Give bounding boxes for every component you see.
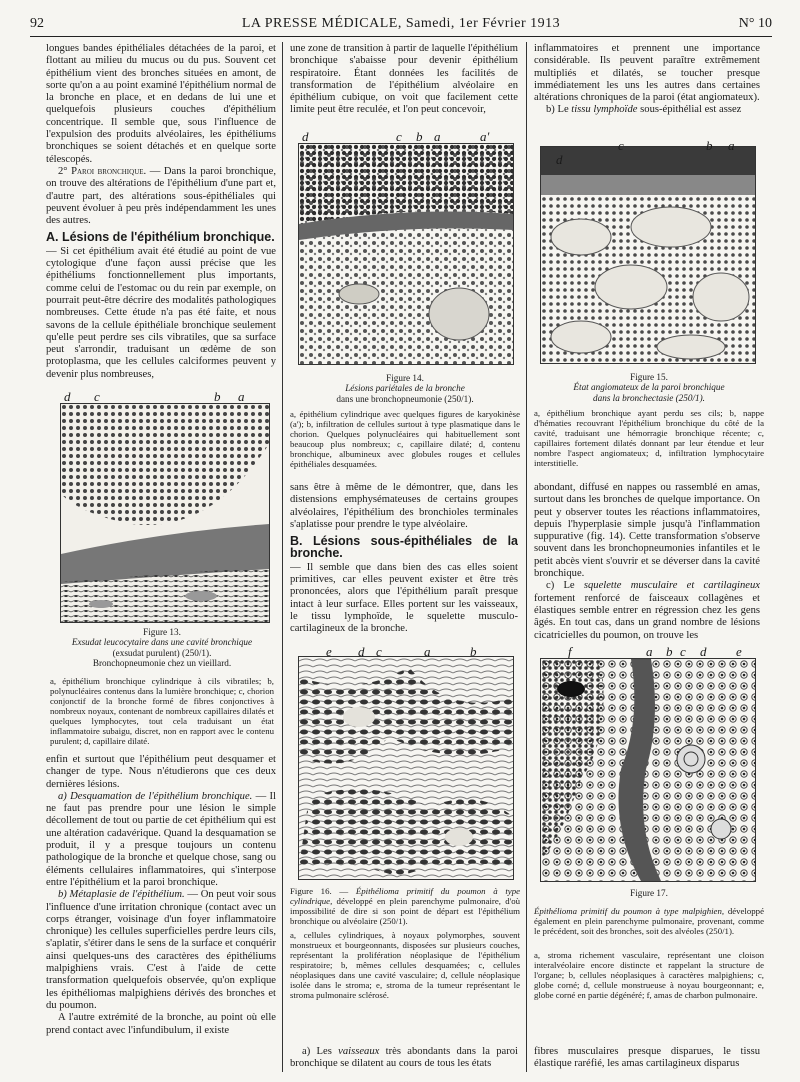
figure-13-image bbox=[60, 403, 270, 623]
col2-para1: une zone de transition à partir de laquelle l'épithélium bronchique s'abaisse pour devenir épithélium respiratoire. Étant données les facilités de transformation de l'épithélium alvéolaire en épithélium cubique, on voit que facilement cette limite peut être reculée, et l'on peut concevoir, bbox=[290, 43, 518, 116]
figure-17-caption bbox=[534, 888, 764, 898]
figure-13-legend: a, épithélium bronchique cylindrique à cils vibratiles; b, polynucléaires contenus dans la lumière bronchique; c, chorion conjonctif de la bronche formé de fibres conjonctives à nombreux noyaux, contenant de nombreux capillaires dilatés et quelques lymphocytes, tout cela traduisant un état inflammatoire subaigu, discret, non en rapport avec le contenu purulent; d, capillaire dilaté. bbox=[50, 676, 274, 746]
col3-para2 bbox=[534, 104, 760, 116]
col1-para5 bbox=[46, 791, 276, 889]
col3-text-middle bbox=[534, 482, 760, 642]
fig16-caption-lead: Figure 16. — bbox=[290, 886, 356, 896]
fig17-label-b: b bbox=[666, 644, 673, 659]
figure-14-caption bbox=[290, 373, 520, 404]
figure-17-illustration bbox=[541, 659, 755, 881]
col3-para5: fibres musculaires presque disparues, le tissu élastique raréfié, les amas cartilagineux disparus bbox=[534, 1046, 760, 1070]
fig15-label-b: b bbox=[706, 138, 713, 153]
col2-text-bottom bbox=[290, 1046, 518, 1072]
fig14-label-a-prime: a' bbox=[480, 129, 490, 144]
fig13-subtitle2: Bronchopneumonie chez un vieillard. bbox=[92, 658, 232, 669]
col1-para1: longues bandes épithéliales détachées de la paroi, et flottant au milieu du mucus ou du pus. Souvent cet épithélium vient des bronches situées en amont, de sorte qu'on a au point examiné l'épithélium normal de la bronche en place, et en dedans de lui une et quelquefois plusieurs couches d'épithélium concentrique. Il semble que, sous l'influence de l'expulsion des produits alvéolaires, les épithéliums bronchiques se soient détachés et en quelque sorte télescopés. bbox=[46, 43, 276, 165]
fig13-label-d: d bbox=[64, 389, 71, 404]
fig17-label-d: d bbox=[700, 644, 707, 659]
fig16-label-c: c bbox=[376, 644, 382, 659]
fig13-label-a: a bbox=[238, 389, 245, 404]
fig13-number: Figure 13. bbox=[143, 627, 181, 637]
figure-17-image bbox=[540, 658, 756, 882]
fig14-subtitle: dans une bronchopneumonie (250/1). bbox=[336, 393, 474, 404]
fig16-label-e: e bbox=[326, 644, 332, 659]
heading-a: A. Lésions de l'épithélium bronchique. bbox=[46, 230, 275, 245]
col2-para2: sans être à même de le démontrer, que, dans les distensions emphysémateuses de certains groupes alvéolaires, l'épithélium des bronchioles terminales s'aplatisse pour prendre le type alvéolaire. bbox=[290, 482, 518, 530]
col3-para4-italic: squelette musculaire et cartilagineux bbox=[583, 580, 760, 592]
col1-para5-lead: a) Desquamation de l'épithélium bronchique. bbox=[58, 790, 253, 802]
col1-para2 bbox=[46, 166, 276, 227]
figure-13-illustration bbox=[61, 404, 269, 622]
col3-para4 bbox=[534, 580, 760, 641]
figure-17-legend: a, stroma richement vasculaire, représentant une cloison interalvéolaire encore distincte et rappelant la structure de l'organe; b, cellules néoplasiques à caractères malpighiens; c, globe corné; d, cellule monstrueuse à noyau bourgeonnant; e, globe corné en partie dégénéré; f, amas de charbon pulmonaire. bbox=[534, 950, 764, 1000]
col2-para4-italic: vaisseaux bbox=[338, 1046, 380, 1057]
issue-number: N° 10 bbox=[738, 16, 772, 31]
col3-para3: abondant, diffusé en nappes ou rassemblé en amas, surtout dans les bronches de quelque importance. On peut y observer toutes les réactions inflammatoires, depuis l'hyperplasie simple jusqu'à l'inflammation suppurative (fig. 14). Cette transformation s'observe souvent dans les bronchopneumonies infantiles et le petit abcès vient s'ouvrir et se déverser dans la cavité bronchique. bbox=[534, 482, 760, 580]
fig13-subtitle: (exsudat purulent) (250/1). bbox=[112, 647, 212, 658]
figure-15-legend: a, épithélium bronchique ayant perdu ses cils; b, nappe d'hématies recouvrant l'épithélium bronchique du côté de la cavité, traduisant une hémorragie bronchique récente; c, capillaires fortement dilatés donnant par leur étendue et leur nombre l'aspect angiomateux; d, infiltration lymphocytaire interstitielle. bbox=[534, 408, 764, 468]
fig16-label-a: a bbox=[424, 644, 431, 659]
fig16-caption-title: Épithélioma primitif du poumon à type cylindrique, bbox=[290, 886, 521, 906]
fig17-label-c: c bbox=[680, 644, 686, 659]
col3-para2-body: sous-épithélial est assez bbox=[637, 104, 742, 116]
figure-15-caption bbox=[534, 372, 764, 403]
col3-para2-italic: tissu lymphoïde bbox=[571, 104, 638, 116]
figure-16-image bbox=[298, 656, 514, 880]
figure-16-caption bbox=[290, 886, 520, 926]
running-header bbox=[30, 14, 772, 37]
col2-para3: — Il semble que dans bien des cas elles soient primitives, car elles peuvent exister et être très prononcées, alors que l'épithélium paraît presque intact à leur surface. Elles portent sur les vaisseaux, le tissu lymphoïde, le squelette musculo-cartilagineux de la bronche. bbox=[290, 561, 518, 635]
fig17-title: Épithélioma primitif du poumon à type malpighien, bbox=[534, 906, 725, 916]
col1-para3: — Si cet épithélium avait été étudié au point de vue cytologique d'une façon aussi précise que les épithéliums fonctionnellement plus importants, comme celui de l'estomac ou du rein par exemple, on pourrait peut-être décrire des modalités pathologiques nombreuses. Cette étude n'a pas été faite, et nous savons de la cellule épithéliale bronchique seulement qu'elle peut perdre ses cils vibratiles, que sa surface peut s'arrondir, traduisant un œdème de son protoplasma, que les cellules calciformes peuvent y devenir plus nombreuses, bbox=[46, 245, 276, 380]
col1-para6-body: — On peut voir sous l'influence d'une irritation chronique (contact avec un corps étranger, voisinage d'un foyer inflammatoire chronique) les cellules superficielles perdre leurs cils, s'aplatir, s'étirer dans le sens de la surface et conquérir ainsi quelques-uns des caractères des épithéliums malpighiens vrais. C'est à l'aide de cette transformation quelquefois observée, qu'on explique les épithéliomas malpighiens dérivés des bronches et du poumon. bbox=[46, 889, 276, 1011]
col1-text-bottom bbox=[46, 754, 276, 1072]
figure-15-image bbox=[540, 146, 756, 364]
col2-para4-lead: a) Les bbox=[302, 1046, 339, 1057]
fig14-title: Lésions pariétales de la bronche bbox=[345, 383, 465, 394]
fig13-label-b: b bbox=[214, 389, 221, 404]
col3-para4-lead: c) Le bbox=[546, 580, 584, 592]
col2-para4 bbox=[290, 1046, 518, 1071]
col3-para1: inflammatoires et prennent une importance considérable. Ils peuvent paraître extrêmement multipliés et dilatés, se toucher presque immédiatement les uns les autres dans certaines altérations chroniques de la paroi (état angiomateux). bbox=[534, 43, 760, 104]
fig14-label-c: c bbox=[396, 129, 402, 144]
fig14-label-a: a bbox=[434, 129, 441, 144]
fig15-label-d: d bbox=[556, 152, 563, 167]
fig14-label-d: d bbox=[302, 129, 309, 144]
col3-text-top bbox=[534, 43, 760, 131]
col1-para5-body: — Il ne faut pas prendre pour une lésion le simple décollement de tout ou partie de cet épithélium qui est une altération cadavérique. Quand la desquamation se produit, il y a presque toujours un contenu pathologique de la bronche et quelque chose, sang ou éléments cellulaires inflammatoires, qui s'interpose entre l'épithélium et la paroi bronchique. bbox=[46, 790, 276, 888]
figure-16-illustration bbox=[299, 657, 513, 879]
fig16-label-b: b bbox=[470, 644, 477, 659]
col3-para4-body: fortement renforcé de faisceaux collagènes et élastiques semble entrer en régression chez les gens âgés. En tout cas, dans un grand nombre de lésions cicatricielles du poumon, on trouve les bbox=[534, 592, 760, 641]
fig13-label-c: c bbox=[94, 389, 100, 404]
col1-para2-body: — Dans la paroi bronchique, on trouve des altérations de l'épithélium d'une part et, d'autre part, des altérations sous-épithéliales qui peuvent évoluer à peu près indépendamment les unes des autres. bbox=[46, 165, 276, 227]
fig15-label-a: a bbox=[728, 138, 735, 153]
column-rule-2 bbox=[526, 42, 527, 1072]
col2-text-top bbox=[290, 43, 518, 131]
col1-para4: enfin et surtout que l'épithélium peut desquamer et changer de type. Nous n'étudierons que ces deux dernières lésions. bbox=[46, 754, 276, 790]
figure-14-image bbox=[298, 143, 514, 365]
fig14-label-b: b bbox=[416, 129, 423, 144]
heading-b: B. Lésions sous-épithéliales de la bronche. bbox=[290, 534, 518, 561]
column-rule-1 bbox=[282, 42, 283, 1072]
figure-16-legend: a, cellules cylindriques, à noyaux polymorphes, souvent monstrueux et bourgeonnants, disposées sur plusieurs couches, représentant la prolifération néoplasique de l'épithélium respiratoire; b, mêmes cellules desquamées; c, cellules néoplasiques dans une cavité vasculaire; d, cellule néoplasique isolée dans le stroma; e, stroma de la tumeur représentant le stroma pulmonaire sclérosé. bbox=[290, 930, 520, 1000]
col1-para2-lead: 2° Paroi bronchique. bbox=[58, 165, 147, 177]
fig16-label-d: d bbox=[358, 644, 365, 659]
figure-14-legend: a, épithélium cylindrique avec quelques figures de karyokinèse (a'); b, infiltration de cellules surtout à type plasmatique dans le chorion. Quelques polynucléaires qui habituellement sont beaucoup plus nombreux; c, capillaire dilaté; d, contenu bronchique, albumineux avec globules rouges et cellules épithéliales desquamées. bbox=[290, 409, 520, 469]
col1-para6 bbox=[46, 889, 276, 1012]
fig17-label-e: e bbox=[736, 644, 742, 659]
fig13-title: Exsudat leucocytaire dans une cavité bronchique bbox=[71, 637, 253, 648]
figure-17-caption-body bbox=[534, 906, 764, 936]
page-number: 92 bbox=[30, 16, 44, 31]
fig15-number: Figure 15. bbox=[630, 372, 668, 382]
col2-para4-body: très abondants dans la paroi bronchique se dilatent au cours de tous les états bbox=[290, 1046, 518, 1070]
fig15-subtitle: dans la bronchectasie (250/1). bbox=[593, 392, 705, 403]
figure-14-illustration bbox=[299, 144, 513, 364]
fig14-number: Figure 14. bbox=[386, 373, 424, 383]
fig17-number: Figure 17. bbox=[630, 888, 668, 898]
col3-text-bottom bbox=[534, 1046, 760, 1072]
fig17-label-a: a bbox=[646, 644, 653, 659]
fig17-label-f: f bbox=[568, 644, 572, 659]
figure-13-caption bbox=[50, 627, 274, 669]
col3-para2-lead: b) Le bbox=[546, 104, 572, 116]
fig15-label-c: c bbox=[618, 138, 624, 153]
journal-title: LA PRESSE MÉDICALE, Samedi, 1er Février 1913 bbox=[241, 16, 561, 31]
fig17-caption: développé également en plein parenchyme pulmonaire, provenant, comme le précédent, soit des bronches, soit des alvéoles (250/1). bbox=[534, 906, 764, 936]
figure-15-illustration bbox=[541, 147, 755, 363]
col1-para7: A l'autre extrémité de la bronche, au point où elle prend contact avec l'infundibulum, il existe bbox=[46, 1012, 276, 1036]
col1-text-top bbox=[46, 43, 276, 388]
col1-para6-lead: b) Métaplasie de l'épithélium. bbox=[58, 889, 185, 901]
col2-text-middle bbox=[290, 482, 518, 642]
fig16-caption-body: développé en plein parenchyme pulmonaire, d'où impossibilité de dire si son point de départ est l'épithélium bronchique ou alvéolaire (250/1). bbox=[290, 896, 520, 926]
fig15-title: État angiomateux de la paroi bronchique bbox=[573, 382, 725, 393]
